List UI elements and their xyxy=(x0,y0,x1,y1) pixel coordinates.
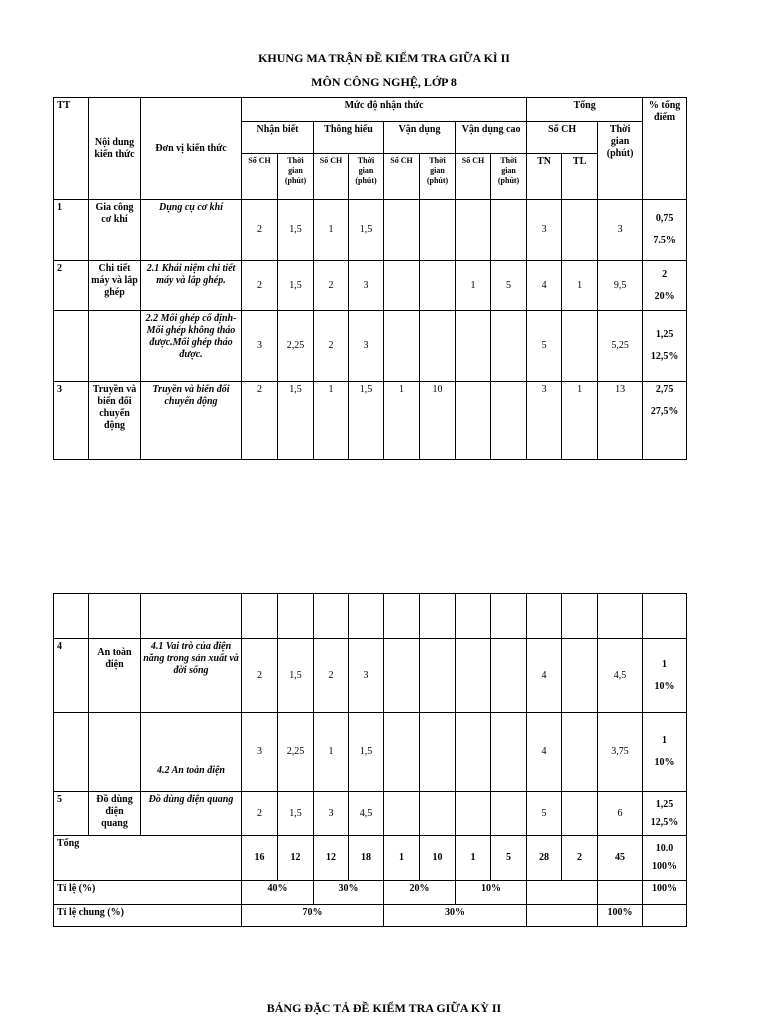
cell-pct-percent: 27,5% xyxy=(650,406,679,417)
cell-th-tg: 3 xyxy=(349,639,384,713)
cell-th-ch: 1 xyxy=(314,713,349,792)
cell-pct-percent: 12,5% xyxy=(650,351,679,362)
cell-unit: 4.2 An toàn điện xyxy=(141,713,242,792)
cell-tt xyxy=(54,311,89,382)
cell-tg: 13 xyxy=(598,382,643,460)
header-thong-hieu: Thông hiểu xyxy=(314,122,384,154)
empty-row xyxy=(54,594,687,639)
th-thoi-gian: Thời gian (phút) xyxy=(349,154,384,200)
cell-th-tg: 1,5 xyxy=(349,382,384,460)
cell-vdc-ch: 1 xyxy=(456,261,491,311)
cell-topic: Đồ dùng điện quang xyxy=(89,792,141,836)
cell-unit: Đồ dùng điện quang xyxy=(141,792,242,836)
cell-th-tg: 3 xyxy=(349,311,384,382)
cell-vd-ch xyxy=(384,261,420,311)
cell-nb-tg: 2,25 xyxy=(278,713,314,792)
cell-tg: 5,25 xyxy=(598,311,643,382)
table-row xyxy=(54,200,687,261)
total-nb-tg: 12 xyxy=(278,836,314,881)
cell-th-tg: 3 xyxy=(349,261,384,311)
cell-tl xyxy=(562,311,598,382)
overall-ratio-a: 70% xyxy=(242,905,384,927)
total-tn: 28 xyxy=(527,836,562,881)
table-row xyxy=(54,382,687,460)
cell-vdc-tg: 5 xyxy=(491,261,527,311)
overall-ratio-row xyxy=(54,905,687,927)
cell-tg: 9,5 xyxy=(598,261,643,311)
vdc-thoi-gian: Thời gian (phút) xyxy=(491,154,527,200)
document-subtitle: MÔN CÔNG NGHỆ, LỚP 8 xyxy=(311,75,457,89)
header-tl: TL xyxy=(562,154,598,200)
total-vdc-tg: 5 xyxy=(491,836,527,881)
cell-th-ch: 2 xyxy=(314,261,349,311)
cell-vd-tg xyxy=(420,261,456,311)
cell-vdc-tg xyxy=(491,200,527,261)
total-pct-percent: 100% xyxy=(652,861,677,872)
total-vdc-ch: 1 xyxy=(456,836,491,881)
cell-nb-tg: 1,5 xyxy=(278,200,314,261)
cell-th-ch: 2 xyxy=(314,311,349,382)
cell-nb-tg: 1,5 xyxy=(278,792,314,836)
table-row xyxy=(54,261,687,311)
cell-pct xyxy=(643,713,687,792)
cell-unit: 2.1 Khái niệm chi tiết máy và lắp ghép. xyxy=(141,261,242,311)
cell-tn: 4 xyxy=(527,639,562,713)
overall-ratio-c: 100% xyxy=(598,905,643,927)
ratio-row xyxy=(54,881,687,905)
cell-tt: 5 xyxy=(54,792,89,836)
cell-pct-score: 0,75 xyxy=(655,213,674,224)
cell-pct-percent: 12,5% xyxy=(650,816,679,828)
cell-nb-ch: 3 xyxy=(242,311,278,382)
cell-pct xyxy=(643,382,687,460)
cell-tt: 1 xyxy=(54,200,89,261)
cell-topic xyxy=(89,311,141,382)
table-row xyxy=(54,713,687,792)
ratio-vd: 20% xyxy=(384,881,456,905)
header-tn: TN xyxy=(527,154,562,200)
cell-vd-tg xyxy=(420,311,456,382)
cell-pct-score: 1 xyxy=(662,735,667,746)
table-row xyxy=(54,792,687,836)
matrix-table-part-2 xyxy=(53,593,687,927)
cell-pct-score: 2,75 xyxy=(655,384,674,395)
nb-thoi-gian: Thời gian (phút) xyxy=(278,154,314,200)
cell-pct-score: 2 xyxy=(662,268,668,280)
header-don-vi: Đơn vị kiến thức xyxy=(141,98,242,200)
header-tt: TT xyxy=(54,98,89,200)
totals-row xyxy=(54,836,687,881)
total-th-tg: 18 xyxy=(349,836,384,881)
cell-unit: Dụng cụ cơ khí xyxy=(141,200,242,261)
cell-pct xyxy=(643,261,687,311)
cell-pct-percent: 10% xyxy=(654,757,675,768)
cell-nb-ch: 2 xyxy=(242,382,278,460)
total-nb-ch: 16 xyxy=(242,836,278,881)
cell-tt: 3 xyxy=(54,382,89,460)
cell-nb-tg: 2,25 xyxy=(278,311,314,382)
total-vd-ch: 1 xyxy=(384,836,420,881)
cell-pct xyxy=(643,639,687,713)
th-so-ch: Số CH xyxy=(314,154,349,200)
cell-pct xyxy=(643,792,687,836)
cell-vdc-ch xyxy=(456,311,491,382)
cell-vd-ch xyxy=(384,311,420,382)
total-th-ch: 12 xyxy=(314,836,349,881)
total-vd-tg: 10 xyxy=(420,836,456,881)
cell-th-ch: 3 xyxy=(314,792,349,836)
cell-th-tg: 4,5 xyxy=(349,792,384,836)
ratio-vdc: 10% xyxy=(456,881,527,905)
cell-pct-percent: 20% xyxy=(654,290,675,302)
header-so-ch: Số CH xyxy=(527,122,598,154)
cell-th-ch: 2 xyxy=(314,639,349,713)
header-muc-do: Mức độ nhận thức xyxy=(242,98,527,122)
cell-topic: Truyền và biến đổi chuyển động xyxy=(89,382,141,460)
header-nhan-biet: Nhận biết xyxy=(242,122,314,154)
cell-vdc-tg xyxy=(491,382,527,460)
cell-vd-tg xyxy=(420,200,456,261)
cell-nb-ch: 2 xyxy=(242,261,278,311)
cell-unit: Truyền và biến đổi chuyển động xyxy=(141,382,242,460)
table-row xyxy=(54,311,687,382)
cell-tn: 4 xyxy=(527,713,562,792)
header-van-dung-cao: Vận dụng cao xyxy=(456,122,527,154)
cell-th-ch: 1 xyxy=(314,200,349,261)
cell-pct-percent: 10% xyxy=(654,680,675,692)
cell-tt: 4 xyxy=(54,639,89,713)
cell-tg: 4,5 xyxy=(598,639,643,713)
cell-tg: 3,75 xyxy=(598,713,643,792)
ratio-total: 100% xyxy=(643,881,687,905)
cell-vd-tg: 10 xyxy=(420,382,456,460)
cell-vd-ch: 1 xyxy=(384,382,420,460)
cell-pct-score: 1,25 xyxy=(655,329,674,340)
cell-tn: 3 xyxy=(527,382,562,460)
cell-tn: 5 xyxy=(527,311,562,382)
cell-tl xyxy=(562,200,598,261)
cell-pct xyxy=(643,200,687,261)
header-thoi-gian: Thời gian (phút) xyxy=(598,122,643,200)
cell-nb-tg: 1,5 xyxy=(278,382,314,460)
cell-vdc-ch xyxy=(456,382,491,460)
cell-topic: Chi tiết máy và lắp ghép xyxy=(89,261,141,311)
overall-ratio-b: 30% xyxy=(384,905,527,927)
cell-tn: 3 xyxy=(527,200,562,261)
cell-tg: 3 xyxy=(598,200,643,261)
total-pct-score: 10.0 xyxy=(655,843,674,854)
cell-th-ch: 1 xyxy=(314,382,349,460)
nb-so-ch: Số CH xyxy=(242,154,278,200)
cell-unit: 2.2 Mối ghép cố định-Mối ghép không tháo được.Mối ghép tháo được. xyxy=(141,311,242,382)
matrix-table-part-1 xyxy=(53,97,687,460)
vd-so-ch: Số CH xyxy=(384,154,420,200)
cell-th-tg: 1,5 xyxy=(349,200,384,261)
cell-pct-percent: 7.5% xyxy=(653,235,676,246)
cell-pct-score: 1 xyxy=(662,658,667,670)
header-pct: % tổng điểm xyxy=(643,98,687,200)
cell-vd-ch xyxy=(384,200,420,261)
cell-nb-ch: 2 xyxy=(242,200,278,261)
ratio-th: 30% xyxy=(314,881,384,905)
header-noi-dung: Nội dung kiến thức xyxy=(89,98,141,200)
overall-ratio-label: Tỉ lệ chung (%) xyxy=(54,905,242,927)
cell-nb-ch: 2 xyxy=(242,792,278,836)
cell-topic: An toàn điện xyxy=(89,639,141,713)
cell-unit: 4.1 Vai trò của điện năng trong sản xuất và đời sống xyxy=(141,639,242,713)
cell-pct xyxy=(643,311,687,382)
cell-nb-ch: 3 xyxy=(242,713,278,792)
cell-tn: 4 xyxy=(527,261,562,311)
vd-thoi-gian: Thời gian (phút) xyxy=(420,154,456,200)
cell-vdc-ch xyxy=(456,200,491,261)
vdc-so-ch: Số CH xyxy=(456,154,491,200)
header-van-dung: Vận dụng xyxy=(384,122,456,154)
table-row xyxy=(54,639,687,713)
cell-th-tg: 1,5 xyxy=(349,713,384,792)
cell-nb-tg: 1,5 xyxy=(278,261,314,311)
ratio-nb: 40% xyxy=(242,881,314,905)
cell-tl: 1 xyxy=(562,261,598,311)
totals-label: Tổng xyxy=(54,836,242,881)
cell-tt: 2 xyxy=(54,261,89,311)
cell-tg: 6 xyxy=(598,792,643,836)
cell-tn: 5 xyxy=(527,792,562,836)
cell-nb-ch: 2 xyxy=(242,639,278,713)
cell-pct-score: 1,25 xyxy=(655,798,674,810)
cell-nb-tg: 1,5 xyxy=(278,639,314,713)
ratio-label: Tỉ lệ (%) xyxy=(54,881,242,905)
header-tong: Tổng xyxy=(527,98,643,122)
cell-tl: 1 xyxy=(562,382,598,460)
cell-topic: Gia công cơ khí xyxy=(89,200,141,261)
document-title: KHUNG MA TRẬN ĐỀ KIỂM TRA GIỮA KÌ II xyxy=(258,51,510,65)
total-tl: 2 xyxy=(562,836,598,881)
footer-title: BẢNG ĐẶC TẢ ĐỀ KIỂM TRA GIỮA KỲ II xyxy=(266,1001,502,1015)
total-pct xyxy=(643,836,687,881)
cell-vdc-tg xyxy=(491,311,527,382)
total-tg: 45 xyxy=(598,836,643,881)
